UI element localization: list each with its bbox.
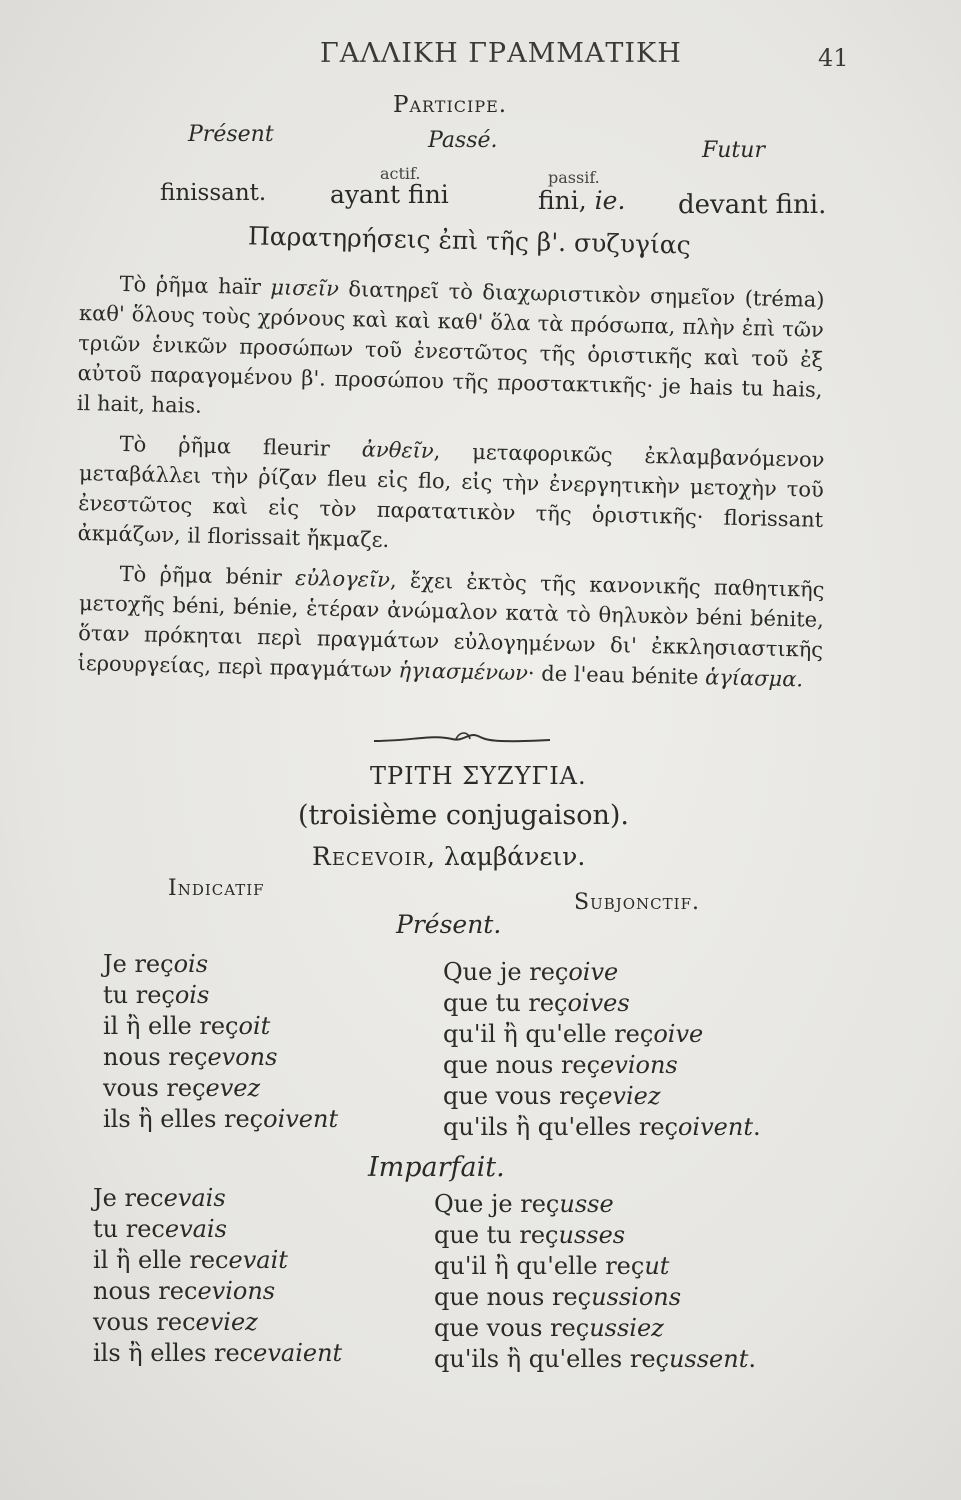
- ending: usses: [558, 1221, 626, 1249]
- present-form: [160, 180, 266, 206]
- stem: Que je reç: [443, 958, 569, 986]
- conjugation-line: [443, 1082, 761, 1113]
- ending: ussions: [591, 1283, 682, 1311]
- p3-gloss-2: ἡγιασμένων: [398, 658, 529, 686]
- ending: oives: [567, 989, 630, 1017]
- conjugation-line: [103, 950, 338, 981]
- remarks-heading: Παρατηρήσεις ἐπὶ τῆς β'. συζυγίας: [247, 221, 691, 260]
- indicative-imparfait-column: [93, 1184, 342, 1370]
- p2-verb: fleurir: [262, 435, 363, 462]
- p2-gloss: ἀνθεῖν: [361, 437, 434, 464]
- subjonctif-heading: Subjonctif.: [574, 890, 700, 915]
- stem: il ἢ elle rec: [93, 1246, 229, 1274]
- ending: ussent: [668, 1345, 749, 1373]
- ending: evions: [600, 1051, 678, 1079]
- p2-lead: Τὸ ῥῆμα: [119, 431, 264, 460]
- conjugation-title: ΤΡΙΤΗ ΣΥΖΥΓΙΑ.: [370, 762, 587, 790]
- indicative-present-column: [103, 950, 338, 1136]
- verb-greek: λαμβάνειν.: [435, 842, 586, 871]
- stem: Je rec: [93, 1184, 164, 1212]
- conjugation-line: [434, 1190, 756, 1221]
- ending: evaient: [253, 1339, 343, 1367]
- ending: eviez: [195, 1308, 258, 1336]
- present-form-text: finissant.: [160, 180, 267, 206]
- p3-gloss: εὐλογεῖν: [294, 565, 391, 593]
- p3-lead: Τὸ ῥῆμα: [119, 561, 226, 589]
- present-label: Présent: [188, 122, 274, 147]
- conjugation-line: [93, 1277, 342, 1308]
- page-number: 41: [818, 44, 849, 72]
- futur-form: devant fini.: [678, 190, 827, 220]
- conjugation-line: [443, 1113, 761, 1144]
- stem: nous rec: [93, 1277, 198, 1305]
- stem: ils ἢ elles rec: [93, 1339, 254, 1367]
- stem: Je reç: [103, 950, 174, 978]
- stem: qu'ils ἢ qu'elles reç: [443, 1113, 678, 1141]
- stem: Que je reç: [434, 1190, 560, 1218]
- stem: que vous reç: [443, 1082, 599, 1110]
- p1-verb: haïr: [217, 274, 271, 300]
- indicatif-heading: Indicatif: [168, 876, 265, 901]
- paragraph-fleurir: [77, 428, 825, 565]
- futur-label: Futur: [702, 138, 765, 163]
- stem: ils ἢ elles reç: [103, 1105, 264, 1133]
- running-title: ΓΑΛΛΙΚΗ ΓΡΑΜΜΑΤΙΚΗ: [320, 38, 682, 69]
- conjugation-line: [93, 1339, 342, 1370]
- conjugation-line: [434, 1221, 756, 1252]
- passe-label: Passé.: [428, 128, 498, 153]
- stem: vous rec: [93, 1308, 196, 1336]
- passif-label: passif.: [548, 168, 600, 187]
- conjugation-line: [93, 1215, 342, 1246]
- stem: que tu reç: [443, 989, 568, 1017]
- stem: tu reç: [103, 981, 175, 1009]
- conjugation-line: [103, 1105, 338, 1136]
- p3-gloss-3: ἁγίασμα.: [704, 665, 804, 692]
- stem: que vous reç: [434, 1314, 590, 1342]
- paragraph-benir: [77, 558, 825, 695]
- subjunctive-imparfait-column: [434, 1190, 756, 1376]
- stem: qu'il ἢ qu'elle reç: [434, 1252, 645, 1280]
- stem: que tu reç: [434, 1221, 559, 1249]
- ending: evait: [228, 1246, 288, 1274]
- paragraph-hair: [77, 268, 825, 435]
- passif-form-ending: ie.: [594, 186, 626, 215]
- passif-form-stem: fini,: [538, 186, 595, 215]
- ending: evons: [207, 1043, 278, 1071]
- p2-body: , μεταφορικῶς ἐκλαμβανόμενον μεταβάλλει τὴν ῥίζαν fleu εἰς flo, εἰς τὴν ἐνεργητικὴν μετοχὴν τοῦ ἐνεστῶτος καὶ εἰς τὸν παρατατικὸν τῆς ὁριστικῆς· florissant ἀκμάζων, il florissait ἤκμαζε.: [77, 439, 825, 553]
- conjugation-line: [443, 958, 761, 989]
- conjugation-subtitle: (troisième conjugaison).: [298, 800, 629, 831]
- conjugation-line: [103, 1043, 338, 1074]
- stem: qu'ils ἢ qu'elles reç: [434, 1345, 669, 1373]
- ending: eviez: [598, 1082, 661, 1110]
- punct: .: [748, 1345, 757, 1373]
- stem: tu rec: [93, 1215, 165, 1243]
- participe-heading: Participe.: [393, 92, 508, 118]
- ending: evions: [197, 1277, 276, 1305]
- conjugation-line: [443, 989, 761, 1020]
- p1-gloss: μισεῖν: [270, 275, 340, 301]
- p3-body-2: · de l'eau bénite: [527, 661, 706, 690]
- conjugation-line: [434, 1283, 756, 1314]
- conjugation-line: [93, 1246, 342, 1277]
- stem: que nous reç: [434, 1283, 592, 1311]
- conjugation-line: [93, 1184, 342, 1215]
- p1-lead: Τὸ ῥῆμα: [119, 271, 219, 299]
- conjugation-line: [103, 981, 338, 1012]
- p3-verb: bénir: [225, 564, 296, 590]
- conjugation-line: [443, 1051, 761, 1082]
- conjugation-line: [434, 1252, 756, 1283]
- stem: nous reç: [103, 1043, 208, 1071]
- tense-present-heading: Présent.: [396, 910, 502, 939]
- tense-imparfait-heading: Imparfait.: [368, 1152, 505, 1183]
- conjugation-line: [434, 1345, 756, 1376]
- ending: evais: [163, 1184, 226, 1212]
- stem: que nous reç: [443, 1051, 601, 1079]
- ending: ussiez: [589, 1314, 664, 1342]
- ending: ois: [174, 981, 210, 1009]
- verb-name: Recevoir,: [312, 842, 436, 871]
- ending: ois: [173, 950, 209, 978]
- punct: .: [752, 1113, 761, 1141]
- ornament-divider-icon: [372, 728, 552, 750]
- passif-form: [538, 186, 625, 215]
- ending: usse: [559, 1190, 614, 1218]
- stem: vous reç: [103, 1074, 206, 1102]
- ending: oit: [238, 1012, 271, 1040]
- ending: oive: [568, 958, 619, 986]
- subjunctive-present-column: [443, 958, 761, 1144]
- verb-heading: [312, 842, 585, 871]
- actif-label: actif.: [380, 164, 421, 183]
- p1-body: διατηρεῖ τὸ διαχωριστικὸν σημεῖον (tréma) καθ' ὅλους τοὺς χρόνους καὶ καὶ καθ' ὅλα τὰ πρόσωπα, πλὴν ἐπὶ τῶν τριῶν ἑνικῶν προσώπων τοῦ ἐνεστῶτος τῆς ὁριστικῆς καὶ τοῦ ἐξ αὐτοῦ παραγομένου β'. προσώπου τῆς προστακτικῆς· je hais tu hais, il hait, hais.: [76, 276, 825, 418]
- ending: evez: [205, 1074, 261, 1102]
- actif-form: ayant fini: [330, 180, 449, 209]
- conjugation-line: [443, 1020, 761, 1051]
- ending: evais: [164, 1215, 227, 1243]
- conjugation-line: [434, 1314, 756, 1345]
- p3-body: , ἔχει ἐκτὸς τῆς κανονικῆς παθητικῆς μετοχῆς béni, bénie, ἑτέραν ἀνώμαλον κατὰ τὸ θηλυκὸν béni bénite, ὅταν πρόκηται περὶ πραγμάτων εὐλογημένων δι' ἐκκλησιαστικῆς ἱερουργείας, περὶ πραγμάτων: [77, 568, 825, 683]
- stem: qu'il ἢ qu'elle reç: [443, 1020, 654, 1048]
- conjugation-line: [103, 1012, 338, 1043]
- stem: il ἢ elle reç: [103, 1012, 239, 1040]
- ending: oivent: [263, 1105, 339, 1133]
- conjugation-line: [93, 1308, 342, 1339]
- ending: ut: [644, 1252, 670, 1280]
- ending: oivent: [677, 1113, 753, 1141]
- conjugation-line: [103, 1074, 338, 1105]
- ending: oive: [653, 1020, 704, 1048]
